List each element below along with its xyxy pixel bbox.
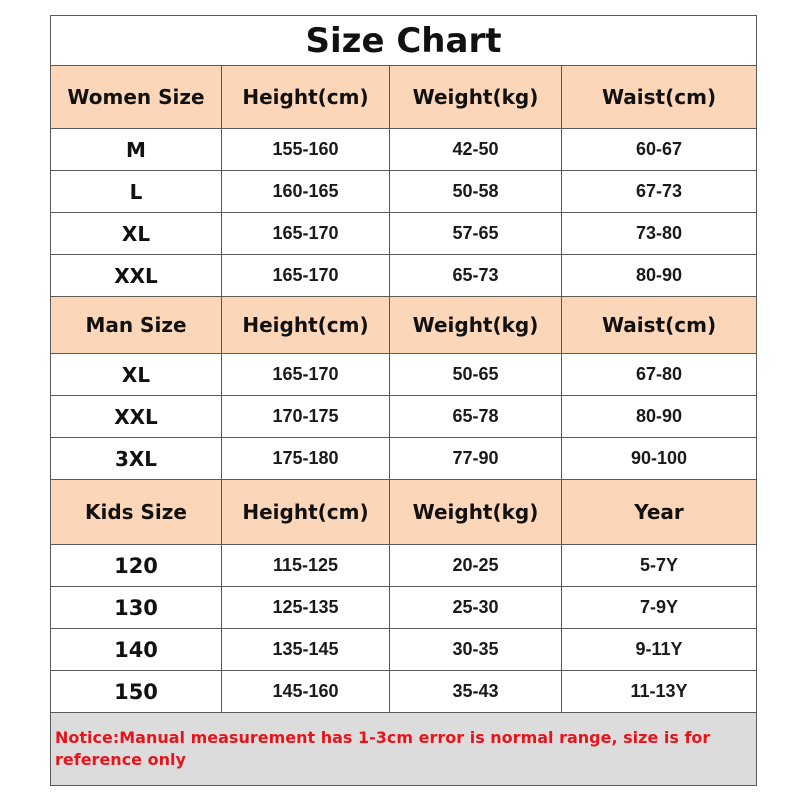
- weight-cell: 50-58: [390, 171, 562, 213]
- header-cell: Weight(kg): [390, 480, 562, 545]
- table-row: [51, 545, 757, 587]
- year-cell: 5-7Y: [562, 545, 757, 587]
- size-cell: 140: [51, 629, 222, 671]
- notice-row: [51, 713, 757, 786]
- size-cell: XXL: [51, 255, 222, 297]
- height-cell: 145-160: [222, 671, 390, 713]
- table-row: [51, 129, 757, 171]
- header-cell: Height(cm): [222, 297, 390, 354]
- notice-text: Notice:Manual measurement has 1-3cm error is normal range, size is for reference only: [51, 713, 757, 786]
- size-chart-table: [50, 15, 757, 786]
- height-cell: 115-125: [222, 545, 390, 587]
- year-cell: 9-11Y: [562, 629, 757, 671]
- year-cell: 7-9Y: [562, 587, 757, 629]
- table-row: [51, 671, 757, 713]
- weight-cell: 50-65: [390, 354, 562, 396]
- table-row: [51, 438, 757, 480]
- weight-cell: 77-90: [390, 438, 562, 480]
- waist-cell: 67-80: [562, 354, 757, 396]
- size-chart: [50, 15, 756, 786]
- waist-cell: 80-90: [562, 396, 757, 438]
- header-cell: Waist(cm): [562, 66, 757, 129]
- weight-cell: 30-35: [390, 629, 562, 671]
- height-cell: 155-160: [222, 129, 390, 171]
- height-cell: 165-170: [222, 255, 390, 297]
- height-cell: 175-180: [222, 438, 390, 480]
- waist-cell: 67-73: [562, 171, 757, 213]
- size-cell: 130: [51, 587, 222, 629]
- size-cell: 120: [51, 545, 222, 587]
- header-cell: Man Size: [51, 297, 222, 354]
- size-cell: XL: [51, 354, 222, 396]
- chart-title: Size Chart: [51, 16, 757, 66]
- table-row: [51, 171, 757, 213]
- header-cell: Year: [562, 480, 757, 545]
- man-header-row: [51, 297, 757, 354]
- size-cell: 3XL: [51, 438, 222, 480]
- weight-cell: 65-78: [390, 396, 562, 438]
- waist-cell: 73-80: [562, 213, 757, 255]
- title-row: [51, 16, 757, 66]
- women-header-row: [51, 66, 757, 129]
- height-cell: 165-170: [222, 354, 390, 396]
- header-cell: Height(cm): [222, 480, 390, 545]
- table-row: [51, 213, 757, 255]
- height-cell: 160-165: [222, 171, 390, 213]
- size-cell: XXL: [51, 396, 222, 438]
- height-cell: 165-170: [222, 213, 390, 255]
- weight-cell: 25-30: [390, 587, 562, 629]
- table-row: [51, 354, 757, 396]
- waist-cell: 90-100: [562, 438, 757, 480]
- table-row: [51, 587, 757, 629]
- header-cell: Height(cm): [222, 66, 390, 129]
- header-cell: Kids Size: [51, 480, 222, 545]
- kids-header-row: [51, 480, 757, 545]
- header-cell: Waist(cm): [562, 297, 757, 354]
- header-cell: Women Size: [51, 66, 222, 129]
- weight-cell: 65-73: [390, 255, 562, 297]
- waist-cell: 60-67: [562, 129, 757, 171]
- size-cell: 150: [51, 671, 222, 713]
- size-cell: L: [51, 171, 222, 213]
- height-cell: 135-145: [222, 629, 390, 671]
- height-cell: 170-175: [222, 396, 390, 438]
- table-row: [51, 629, 757, 671]
- table-row: [51, 396, 757, 438]
- height-cell: 125-135: [222, 587, 390, 629]
- header-cell: Weight(kg): [390, 66, 562, 129]
- weight-cell: 20-25: [390, 545, 562, 587]
- size-cell: M: [51, 129, 222, 171]
- waist-cell: 80-90: [562, 255, 757, 297]
- weight-cell: 35-43: [390, 671, 562, 713]
- header-cell: Weight(kg): [390, 297, 562, 354]
- size-cell: XL: [51, 213, 222, 255]
- table-row: [51, 255, 757, 297]
- weight-cell: 57-65: [390, 213, 562, 255]
- weight-cell: 42-50: [390, 129, 562, 171]
- year-cell: 11-13Y: [562, 671, 757, 713]
